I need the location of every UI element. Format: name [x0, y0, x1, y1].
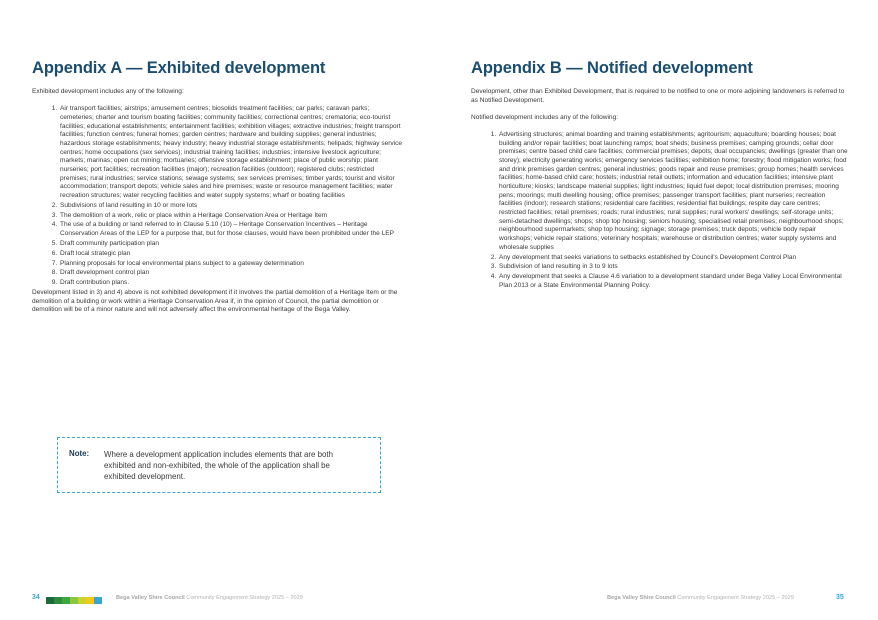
- color-bar-segment: [94, 597, 102, 604]
- color-bar-segment: [70, 597, 78, 604]
- color-bar-segment: [54, 597, 62, 604]
- note-box: [57, 437, 381, 493]
- list-item: 4. Any development that seeks a Clause 4.6 variation to a development standard under Bega Valley Local Environmental Plan 2013 or a State Environmental Planning Policy.: [498, 273, 849, 290]
- color-bar-segment: [62, 597, 70, 604]
- color-bar-segment: [86, 597, 94, 604]
- page-number-left: 34: [32, 594, 40, 601]
- footer-doc: Community Engagement Strategy 2025 – 2029: [677, 595, 794, 601]
- color-bar-segment: [46, 597, 54, 604]
- color-bar-segment: [78, 597, 86, 604]
- list-item: 7. Planning proposals for local environmental plans subject to a gateway determination: [59, 260, 404, 269]
- appendix-b-intro: Development, other than Exhibited Development, that is required to be notified to one or more adjoining landowners is referred to as Notified Development.: [471, 88, 845, 104]
- list-item: 1. Advertising structures; animal boarding and training establishments; agritourism; aquaculture; boarding houses; boat building and/or repair facilities; boat launching ramps; boat sheds; business premises; camping grounds; cellar door premises; centre based child care facilities; commercial premises; depots; dual occupancies; dwellings (greater than one storey); electricity generating works; emergency services facilities; exhibition home; forestry; flood mitigation works; food and drink premises garden centres; general industries; goods repair and reuse premises; group homes; health services facilities; home-based child care; hostels; industrial retail outlets; information and education facilities; intensive plant horticulture; kiosks; landscape material supplies; light industries; liquid fuel depot; local distribution premises; mooring pens; moorings; multi dwelling housing; office premises; passenger transport facilities; plant nurseries; recreation facilities (indoor); research stations; residential care facilities; residential flat buildings; respite day care centres; restricted facilities; retail premises; roads; rural industries; rural supplies; rural workers' dwellings; self-storage units; semi-detached dwellings; shops; shop top housing; seniors housing; specialised retail premises; neighbourhood shops; neighbourhood supermarkets; shop top housing; signage; storage premises; truck depots; vehicle body repair workshops; vehicle repair stations; veterinary hospitals; warehouse or distribution centres; water supply systems and wholesale supplies: [498, 131, 849, 252]
- appendix-a-body: [32, 88, 404, 324]
- page-number-right: 35: [836, 594, 844, 601]
- list-item: 9. Draft contribution plans.: [59, 279, 404, 288]
- appendix-a-tail: Development listed in 3) and 4) above is not exhibited development if it involves the partial demolition of a Heritage Item or the demolition of a building or work within a Heritage Conservation Area if, in the opinion of Council, the partial demolition or demolition will be of a minor nature and will not adversely affect the environmental heritage of the Bega Valley.: [32, 289, 398, 314]
- list-item: 6. Draft local strategic plan: [59, 250, 404, 259]
- note-label: Note:: [69, 449, 90, 458]
- footer-council: Bega Valley Shire Council: [607, 595, 676, 601]
- footer-doc: Community Engagement Strategy 2025 – 2029: [186, 595, 303, 601]
- footer-left: [116, 595, 303, 601]
- appendix-a-intro: Exhibited development includes any of the following:: [32, 88, 184, 95]
- footer-council: Bega Valley Shire Council: [116, 595, 185, 601]
- appendix-b-intro-2: Notified development includes any of the following:: [471, 113, 619, 121]
- list-item: 3. Subdivision of land resulting in 3 to 9 lots: [498, 263, 849, 272]
- list-item: 4. The use of a building or land referred to in Clause 5.10 (10) – Heritage Conservation Incentives – Heritage Conservation Areas of the LEP for a purpose that, but for those clauses, would have been prohibited under the LEP: [59, 221, 404, 238]
- appendix-b-body: [471, 88, 849, 292]
- appendix-b-list: [471, 131, 849, 290]
- list-item: 8. Draft development control plan: [59, 269, 404, 278]
- list-item: 3. The demolition of a work, relic or place within a Heritage Conservation Area or Heritage Item: [59, 212, 404, 221]
- appendix-a-title: Appendix A — Exhibited development: [32, 59, 326, 77]
- list-item: 2. Any development that seeks variations to setbacks established by Council's Development Control Plan: [498, 254, 849, 263]
- footer-right: [607, 595, 794, 601]
- right-page: [439, 0, 878, 620]
- list-item: 2. Subdivisions of land resulting in 10 or more lots: [59, 202, 404, 211]
- note-text: Where a development application includes elements that are both exhibited and non-exhibited, the whole of the application shall be exhibited development.: [104, 450, 333, 482]
- appendix-b-title: Appendix B — Notified development: [471, 59, 753, 77]
- appendix-a-list: [32, 105, 404, 288]
- list-item: 5. Draft community participation plan: [59, 240, 404, 249]
- list-item: 1. Air transport facilities; airstrips; amusement centres; biosolids treatment facilities; car parks; caravan parks; cemeteries; charter and tourism boating facilities; community facilities; correctional centres; crematoria; eco-tourist facilities; educational establishments; entertainment facilities; exhibition villages; extractive industries; freight transport facilities; function centres; funeral homes; garden centres; hardware and building supplies; general industries; hazardous storage establishments; heavy industry; heavy industrial storage establishments; helipads; highway service centres; home occupations (sex services); industrial training facilities; industries; intensive livestock agriculture; markets; marinas; open cut mining; mortuaries; offensive storage establishment; place of public worship; plant nurseries; port facilities; recreation facilities (major); recreation facilities (outdoor); registered clubs; restricted premises; rural industries; service stations; sewage systems; sex services premises; timber yards; tourist and visitor accommodation; transport depots; vehicle sales and hire premises; waste or resource management facilities; water recreation structures; water recycling facilities and water supply systems; wharf or boating facilities: [59, 105, 404, 200]
